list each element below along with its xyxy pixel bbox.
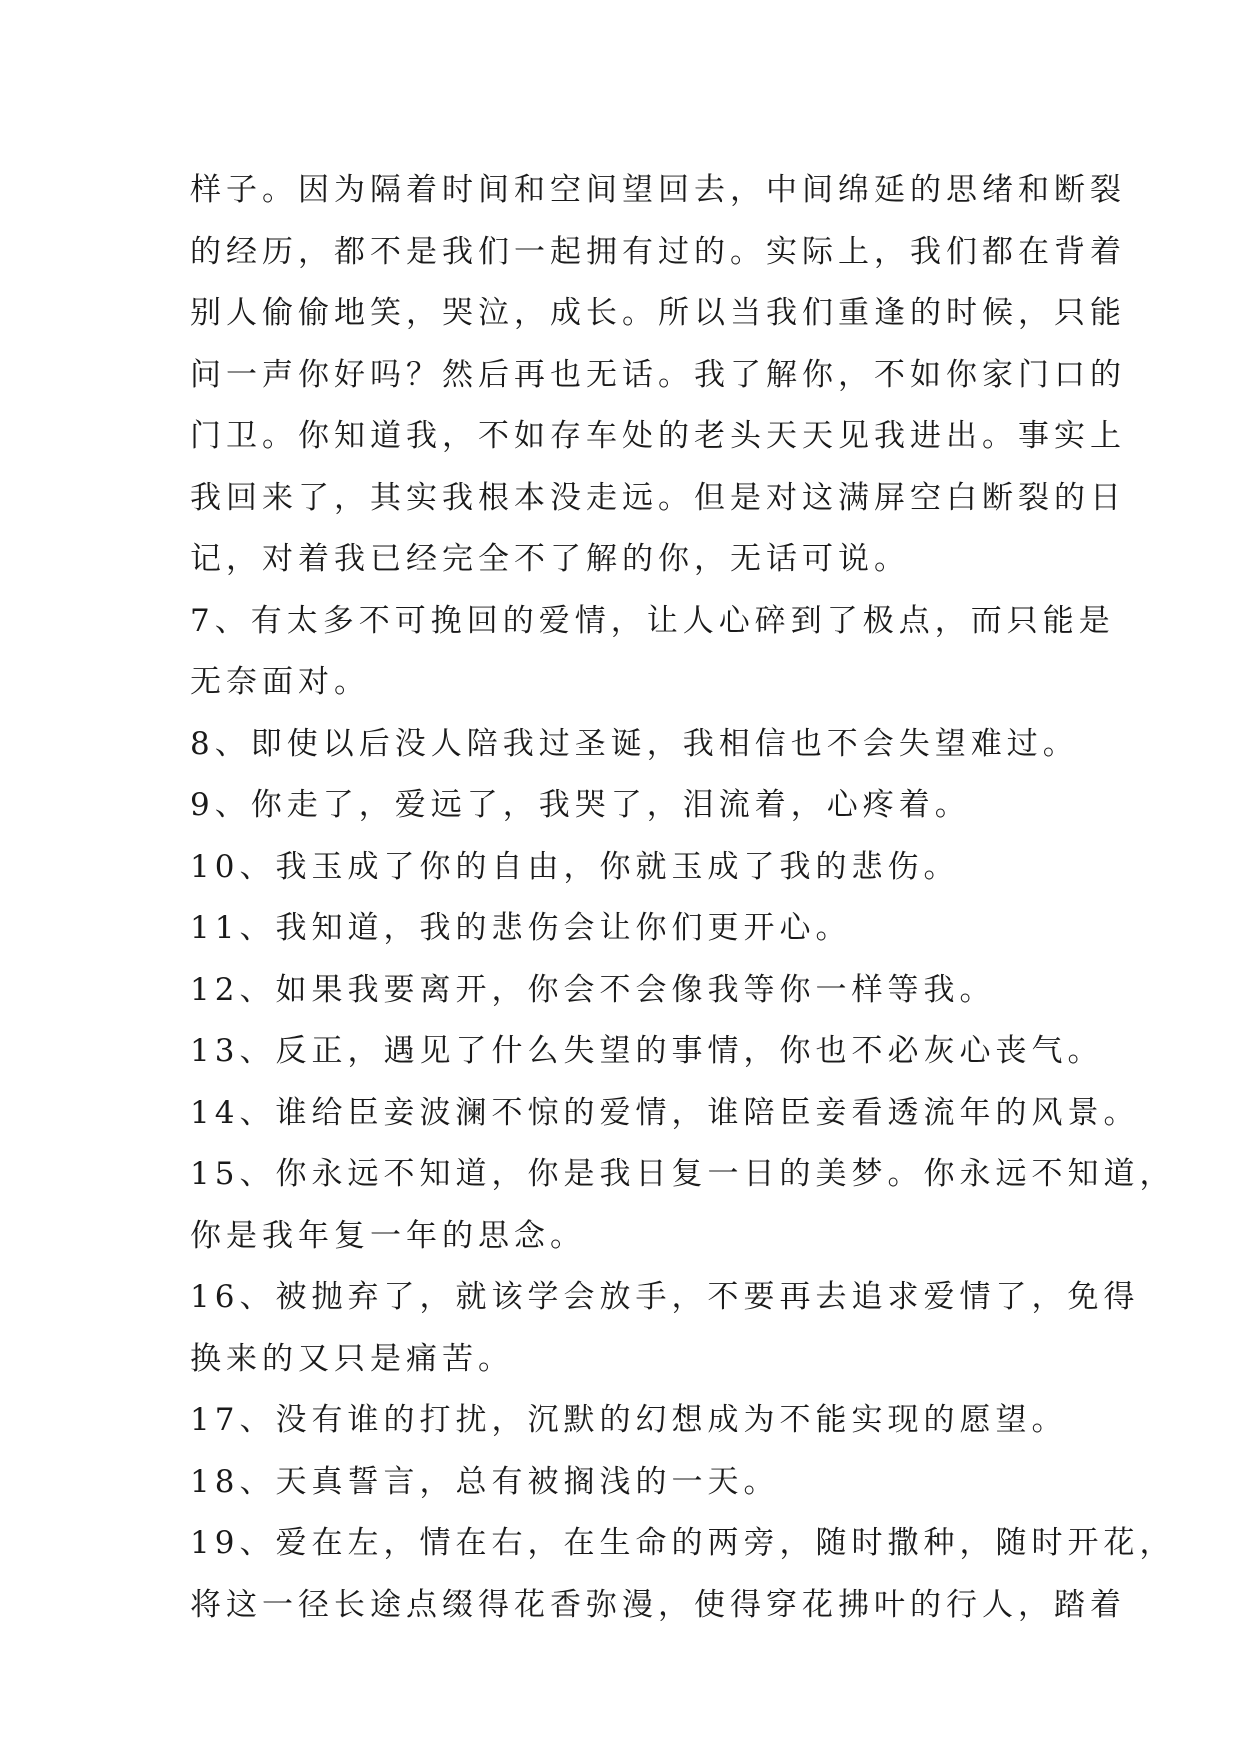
list-item-12: 12、如果我要离开，你会不会像我等你一样等我。 (190, 971, 996, 1008)
text-line: 无奈面对。 (190, 664, 370, 700)
text-line: 问一声你好吗？然后再也无话。我了解你，不如你家门口的 (190, 356, 1126, 393)
list-item-17: 17、没有谁的打扰，沉默的幻想成为不能实现的愿望。 (190, 1402, 1068, 1438)
list-item-9: 9、你走了，爱远了，我哭了，泪流着，心疼着。 (190, 787, 971, 823)
document-body (190, 160, 1176, 1636)
text-line: 你是我年复一年的思念。 (190, 1217, 586, 1254)
list-item-18: 18、天真誓言，总有被搁浅的一天。 (190, 1463, 780, 1500)
list-item-10: 10、我玉成了你的自由，你就玉成了我的悲伤。 (190, 848, 960, 885)
text-line: 样子。因为隔着时间和空间望回去，中间绵延的思绪和断裂 (190, 172, 1126, 208)
list-item-7: 7、有太多不可挽回的爱情，让人心碎到了极点，而只能是 (190, 602, 1115, 639)
text-line: 别人偷偷地笑，哭泣，成长。所以当我们重逢的时候，只能 (190, 295, 1126, 331)
list-item-19: 19、爱在左，情在右，在生命的两旁，随时撒种，随时开花， (190, 1525, 1176, 1561)
text-line: 的经历，都不是我们一起拥有过的。实际上，我们都在背着 (190, 233, 1126, 270)
list-item-16: 16、被抛弃了，就该学会放手，不要再去追求爱情了，免得 (190, 1279, 1140, 1315)
list-item-14: 14、谁给臣妾波澜不惊的爱情，谁陪臣妾看透流年的风景。 (190, 1094, 1140, 1131)
list-item-13: 13、反正，遇见了什么失望的事情，你也不必灰心丧气。 (190, 1033, 1104, 1069)
text-line: 将这一径长途点缀得花香弥漫，使得穿花拂叶的行人，踏着 (190, 1586, 1126, 1623)
list-item-11: 11、我知道，我的悲伤会让你们更开心。 (190, 910, 852, 946)
list-item-15: 15、你永远不知道，你是我日复一日的美梦。你永远不知道， (190, 1156, 1176, 1192)
text-line: 门卫。你知道我，不如存车处的老头天天见我进出。事实上 (190, 418, 1126, 454)
text-line: 换来的又只是痛苦。 (190, 1340, 514, 1377)
text-line: 我回来了，其实我根本没走远。但是对这满屏空白断裂的日 (190, 479, 1126, 516)
text-line: 记，对着我已经完全不了解的你，无话可说。 (190, 541, 910, 577)
list-item-8: 8、即使以后没人陪我过圣诞，我相信也不会失望难过。 (190, 725, 1079, 762)
